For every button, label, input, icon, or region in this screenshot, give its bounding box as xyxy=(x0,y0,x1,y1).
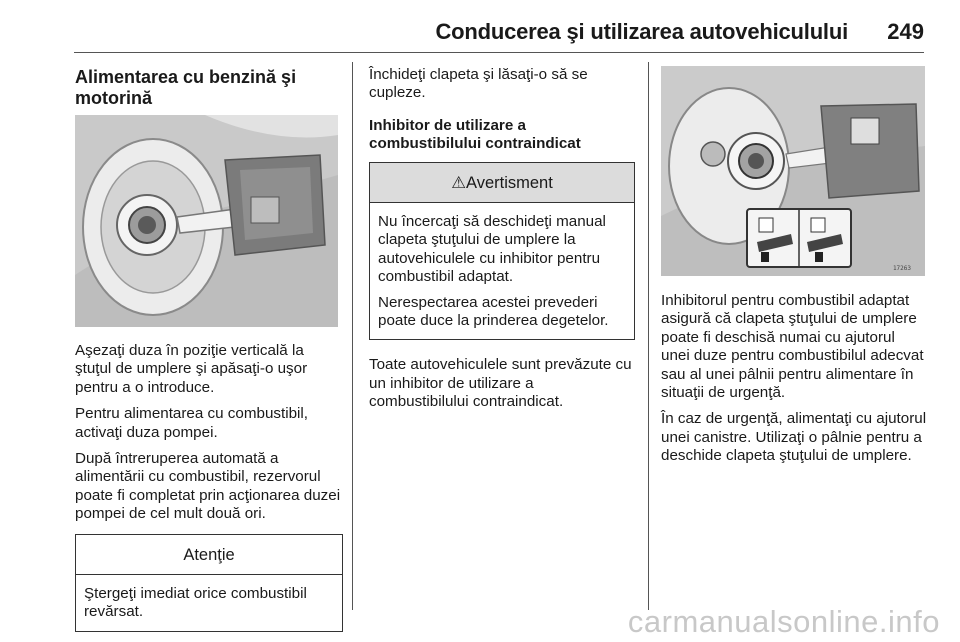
header-title: Conducerea şi utilizarea autovehiculului xyxy=(435,19,848,44)
caution-title: Atenţie xyxy=(76,535,342,575)
warning-title: Avertisment xyxy=(465,173,553,192)
page-number: 249 xyxy=(887,19,924,44)
header-rule xyxy=(74,52,924,53)
warning-body xyxy=(370,203,634,339)
paragraph: Aşezaţi duza în poziţie verticală la ştuţul de umplere şi apăsaţi-o uşor pentru a o introduce. xyxy=(75,342,308,396)
caution-box xyxy=(75,534,343,632)
column-divider-2 xyxy=(648,62,649,610)
caution-body xyxy=(76,575,342,631)
column-1-text xyxy=(75,342,343,632)
misfuel-inhibitor-illustration xyxy=(661,66,925,276)
paragraph: Închideţi clapeta şi lăsaţi-o să se cupleze. xyxy=(369,66,588,102)
caution-text: Ştergeţi imediat orice combustibil revărsat. xyxy=(84,585,307,621)
warning-triangle-icon: ⚠ xyxy=(451,173,466,192)
figure-code: 17263 xyxy=(892,265,911,272)
column-3-text xyxy=(661,292,927,474)
warning-text: Nu încercaţi să deschideţi manual clapeta ştuţului de umplere la autovehiculele cu inhibitor pentru combustibil adaptat. xyxy=(378,213,606,286)
paragraph: Toate autovehiculele sunt prevăzute cu un inhibitor de utilizare a combustibilului contraindicat. xyxy=(369,356,632,411)
column-2-text xyxy=(369,66,635,420)
paragraph: Inhibitorul pentru combustibil adaptat asigură că clapeta ştuţului de umplere poate fi deschisă numai cu ajutorul unei duze pentru combustibilul adecvat sau al unei pâlnii pentru alimentare în situaţii de urgenţă. xyxy=(661,292,924,402)
warning-header xyxy=(370,163,634,203)
column-divider-1 xyxy=(352,62,353,610)
watermark: carmanualsonline.info xyxy=(627,604,940,639)
warning-text: Nerespectarea acestei prevederi poate duce la prinderea degetelor. xyxy=(378,293,609,330)
subheading: Inhibitor de utilizare a combustibilului contraindicat xyxy=(369,116,581,153)
warning-box xyxy=(369,162,635,341)
paragraph: Pentru alimentarea cu combustibil, activaţi duza pompei. xyxy=(75,405,308,441)
paragraph: După întreruperea automată a alimentării cu combustibil, rezervorul poate fi completat prin acţionarea duzei pompei de cel mult două ori. xyxy=(75,450,341,523)
fuel-filler-illustration xyxy=(75,115,338,327)
section-title: Alimentarea cu benzină şi motorină xyxy=(75,67,297,108)
paragraph: În caz de urgenţă, alimentaţi cu ajutorul unei canistre. Utilizaţi o pâlnie pentru a deschide clapeta ştuţului de umplere. xyxy=(661,410,927,465)
